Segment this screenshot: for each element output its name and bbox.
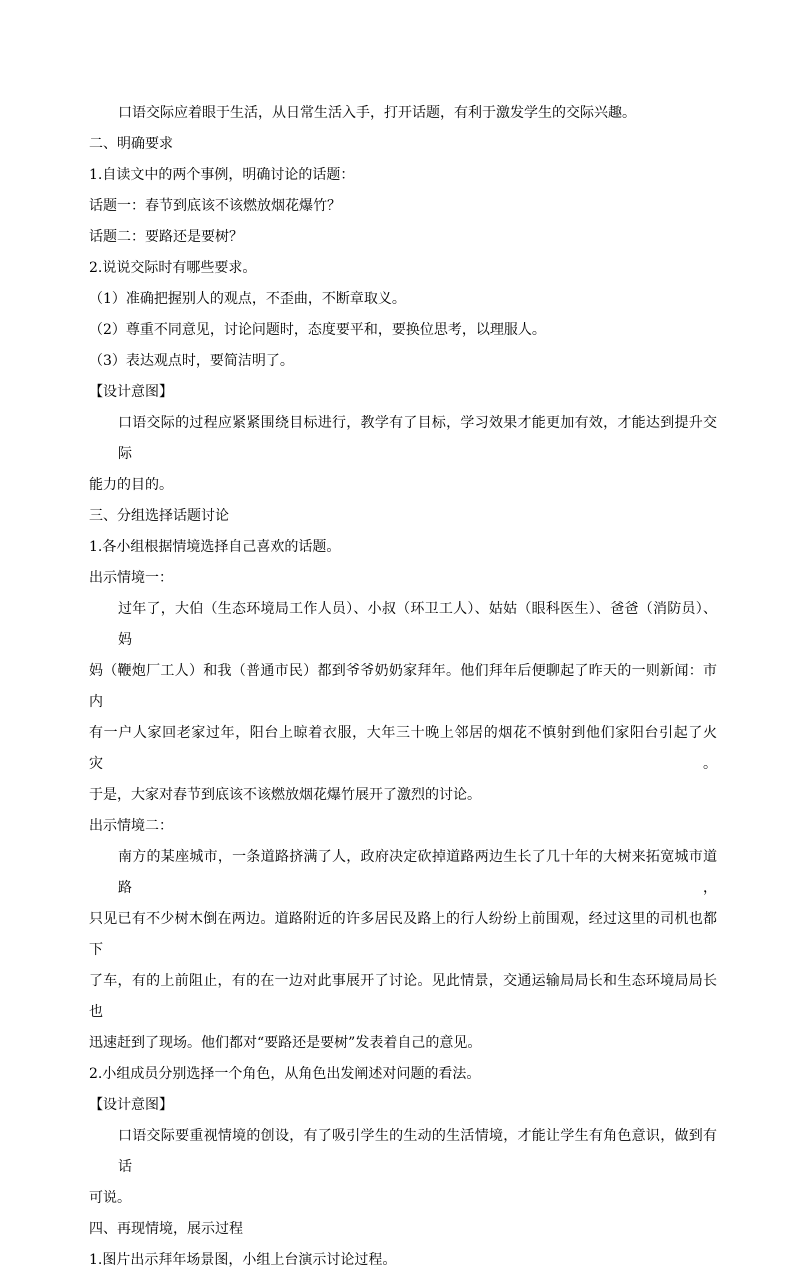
design-intent-paragraph-1 bbox=[89, 408, 717, 501]
section-heading-2: 二、明确要求 bbox=[89, 136, 173, 152]
scene-two-line-4: 迅速赶到了现场。他们都对“要路还是要树”发表着自己的意见。 bbox=[89, 1035, 482, 1051]
design-intent-2-line-2: 可说。 bbox=[89, 1190, 131, 1206]
scene-two-line-1: 南方的某座城市，一条道路挤满了人，政府决定砍掉道路两边生长了几十年的大树来拓宽城市道路， bbox=[118, 849, 717, 896]
topic-two: 话题二：要路还是要树？ bbox=[89, 229, 243, 245]
step-2: 2.说说交际时有哪些要求。 bbox=[89, 260, 257, 276]
section-heading-4: 四、再现情境，展示过程 bbox=[89, 1221, 243, 1237]
scene-two-line-3: 了车，有的上前阻止，有的在一边对此事展开了讨论。见此情景，交通运输局局长和生态环境局局长也 bbox=[89, 973, 717, 1020]
scene-one-label: 出示情境一： bbox=[89, 570, 173, 586]
requirement-1: （1）准确把握别人的观点，不歪曲，不断章取义。 bbox=[89, 291, 406, 307]
design-intent-1-line-2: 能力的目的。 bbox=[89, 477, 173, 493]
scene-two-label: 出示情境二： bbox=[89, 818, 173, 834]
step-1: 1.自读文中的两个事例，明确讨论的话题： bbox=[89, 167, 355, 183]
requirement-3: （3）表达观点时，要简洁明了。 bbox=[89, 353, 294, 369]
scene-one-line-2: 妈（鞭炮厂工人）和我（普通市民）都到爷爷奶奶家拜年。他们拜年后便聊起了昨天的一则新闻：市内 bbox=[89, 663, 717, 710]
design-intent-label-2: 【设计意图】 bbox=[89, 1097, 173, 1113]
design-intent-1-line-1: 口语交际的过程应紧紧围绕目标进行，教学有了目标，学习效果才能更加有效，才能达到提升交际 bbox=[118, 415, 717, 462]
paragraph-intro: 口语交际应着眼于生活，从日常生活入手，打开话题，有利于激发学生的交际兴趣。 bbox=[118, 105, 636, 121]
design-intent-label: 【设计意图】 bbox=[89, 384, 173, 400]
scene-one-line-3: 有一户人家回老家过年，阳台上晾着衣服，大年三十晚上邻居的烟花不慎射到他们家阳台引起了火灾。 bbox=[89, 725, 717, 772]
step-3: 1.各小组根据情境选择自己喜欢的话题。 bbox=[89, 539, 341, 555]
requirement-2: （2）尊重不同意见，讨论问题时，态度要平和，要换位思考，以理服人。 bbox=[89, 322, 546, 338]
topic-one: 话题一：春节到底该不该燃放烟花爆竹？ bbox=[89, 198, 341, 214]
document-page bbox=[89, 98, 717, 1276]
scene-one-line-4: 于是，大家对春节到底该不该燃放烟花爆竹展开了激烈的讨论。 bbox=[89, 787, 481, 803]
scene-one-line-1: 过年了，大伯（生态环境局工作人员）、小叔（环卫工人）、姑姑（眼科医生）、爸爸（消防员）、妈 bbox=[118, 601, 717, 648]
section-heading-3: 三、分组选择话题讨论 bbox=[89, 508, 229, 524]
scene-two-line-2: 只见已有不少树木倒在两边。道路附近的许多居民及路上的行人纷纷上前围观，经过这里的司机也都下 bbox=[89, 911, 717, 958]
step-5: 1.图片出示拜年场景图，小组上台演示讨论过程。 bbox=[89, 1252, 397, 1268]
design-intent-2-line-1: 口语交际要重视情境的创设，有了吸引学生的生动的生活情境，才能让学生有角色意识，做到有话 bbox=[118, 1128, 717, 1175]
scene-two-paragraph bbox=[89, 842, 717, 1059]
design-intent-paragraph-2 bbox=[89, 1121, 717, 1214]
step-4: 2.小组成员分别选择一个角色，从角色出发阐述对问题的看法。 bbox=[89, 1066, 481, 1082]
scene-one-paragraph bbox=[89, 594, 717, 811]
